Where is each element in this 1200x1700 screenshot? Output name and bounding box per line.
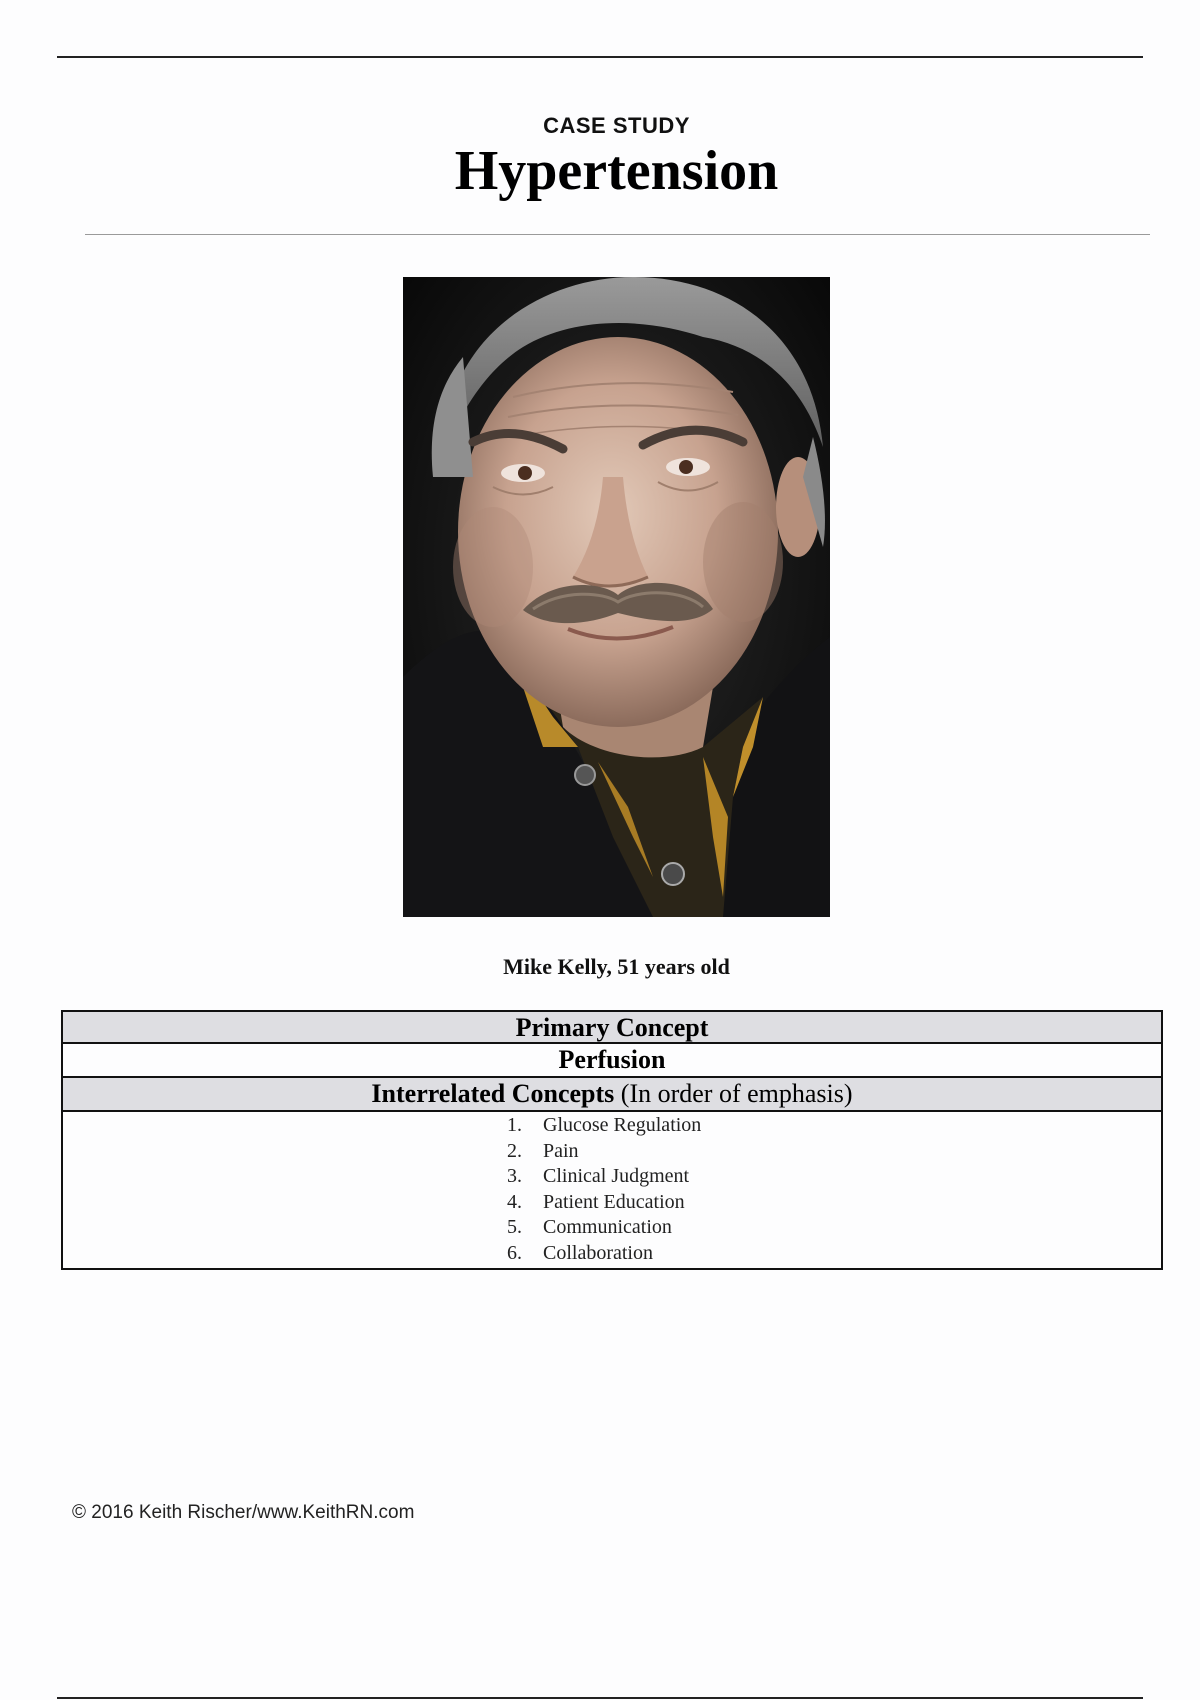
list-item-label: Communication bbox=[543, 1216, 672, 1238]
list-item-label: Collaboration bbox=[543, 1241, 653, 1264]
list-item-label: Pain bbox=[543, 1139, 579, 1162]
interrelated-concepts-list bbox=[507, 1113, 737, 1266]
top-divider bbox=[57, 56, 1143, 58]
list-item-label: Clinical Judgment bbox=[543, 1165, 690, 1187]
list-item-label: Patient Education bbox=[543, 1190, 685, 1213]
page-title: Hypertension bbox=[454, 140, 779, 202]
primary-concept-heading: Primary Concept bbox=[63, 1012, 1161, 1044]
list-item-number: 3. bbox=[507, 1165, 522, 1187]
title-divider bbox=[85, 234, 1150, 235]
interrelated-concepts-cell bbox=[63, 1112, 1161, 1268]
list-item bbox=[507, 1164, 737, 1190]
list-item-number: 5. bbox=[507, 1216, 522, 1238]
list-item-number: 6. bbox=[507, 1241, 522, 1264]
list-item-number: 1. bbox=[507, 1114, 522, 1136]
patient-caption: Mike Kelly, 51 years old bbox=[503, 954, 730, 979]
interrelated-heading-note: (In order of emphasis) bbox=[620, 1079, 853, 1108]
list-item bbox=[507, 1190, 737, 1216]
copyright-notice: © 2016 Keith Rischer/www.KeithRN.com bbox=[72, 1502, 415, 1523]
interrelated-concepts-heading bbox=[63, 1078, 1161, 1112]
list-item-label: Glucose Regulation bbox=[543, 1114, 702, 1136]
list-item-number: 2. bbox=[507, 1139, 522, 1162]
interrelated-heading-text: Interrelated Concepts bbox=[371, 1079, 615, 1108]
document-kicker: CASE STUDY bbox=[543, 113, 690, 138]
list-item bbox=[507, 1139, 737, 1165]
primary-concept-value: Perfusion bbox=[63, 1044, 1161, 1078]
patient-photo bbox=[403, 277, 830, 917]
concepts-table bbox=[61, 1010, 1163, 1270]
list-item bbox=[507, 1241, 737, 1267]
bottom-divider bbox=[57, 1697, 1143, 1699]
list-item bbox=[507, 1113, 737, 1139]
list-item-number: 4. bbox=[507, 1190, 522, 1213]
list-item bbox=[507, 1215, 737, 1241]
